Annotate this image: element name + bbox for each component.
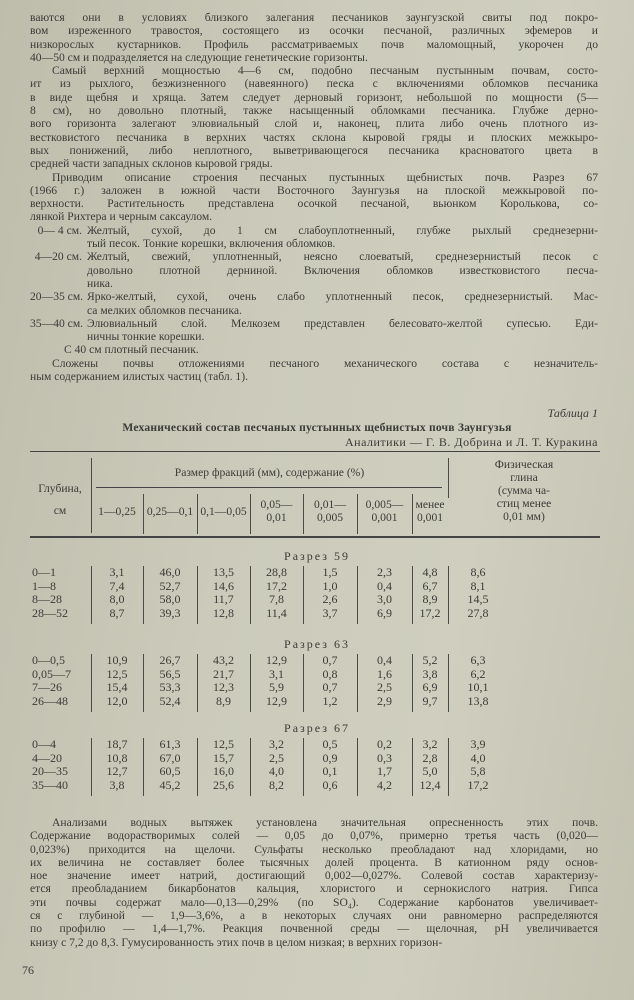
fraction-header-cell: 1—0,25 xyxy=(98,505,136,518)
value-cell: 2,3 xyxy=(377,565,392,579)
text-line: вых понижений, либо неплотного, выветривающегося песчаника красноватого цвета в xyxy=(30,143,598,157)
value-cell: 10,8 xyxy=(106,750,128,765)
value-cell: 21,7 xyxy=(213,666,234,681)
value-cell: 17,2 xyxy=(467,777,489,792)
table-rule xyxy=(96,487,442,488)
text-line: в виде щебня и хряща. Затем следует дерновый горизонт, небольшой по мощности (5— xyxy=(30,90,598,104)
horizon-depth: 20—35 см. xyxy=(30,290,84,304)
value-cell: 3,7 xyxy=(322,605,338,620)
table-row xyxy=(0,779,634,792)
value-cell: 17,2 xyxy=(419,605,441,620)
text-line: Содержание водорастворимых солей — 0,05 до 0,07%, примерно третья часть (0,020— xyxy=(30,829,598,843)
value-cell: 53,3 xyxy=(159,680,181,694)
value-cell: 11,4 xyxy=(266,605,287,620)
value-cell: 6,7 xyxy=(422,578,438,593)
value-cell: 8,1 xyxy=(470,578,486,593)
text-line: Самый верхний мощностью 4—6 см, подобно песчаным пустынным почвам, состо- xyxy=(52,64,598,78)
table-analysts: Аналитики — Г. В. Добрина и Л. Т. Куракина xyxy=(344,435,598,449)
text-line: ничны тонкие корешки. xyxy=(87,330,205,344)
value-cell: 0,6 xyxy=(322,777,338,792)
value-cell: 8,2 xyxy=(269,777,284,792)
table-row xyxy=(0,668,634,681)
value-cell: 14,6 xyxy=(213,578,234,593)
value-cell: 6,3 xyxy=(470,653,486,667)
value-cell: 10,9 xyxy=(106,653,128,667)
horizon-description xyxy=(87,290,598,317)
text-line: са мелких обломков песчаника. xyxy=(87,303,242,317)
text-line: вестковистого песчаника в верхних частях склона кыровой гряды и плоских межкыро- xyxy=(30,130,598,144)
value-cell: 16,0 xyxy=(213,764,234,778)
horizon-depth: 0— 4 см. xyxy=(37,223,82,237)
table-row xyxy=(0,681,634,694)
depth-cell: 20—35 xyxy=(32,764,68,778)
table-rule xyxy=(30,451,600,452)
value-cell: 12,5 xyxy=(106,666,128,681)
depth-cell: 1—8 xyxy=(32,578,56,593)
value-cell: 45,2 xyxy=(159,777,181,792)
value-cell: 0,1 xyxy=(322,764,338,778)
value-cell: 0,5 xyxy=(322,737,338,751)
text-line: Ярко-желтый, сухой, очень слабо уплотненный песок, среднезернистый. Мас- xyxy=(87,290,598,304)
table-row xyxy=(0,738,634,751)
value-cell: 9,7 xyxy=(422,693,438,708)
table-row xyxy=(0,566,634,579)
value-cell: 12,9 xyxy=(266,693,287,708)
value-cell: 4,0 xyxy=(470,750,486,765)
intro-text xyxy=(30,11,598,383)
text-line: тый песок. Тонкие корешки, включения обломков. xyxy=(87,237,336,251)
table-row xyxy=(0,695,634,708)
header-text: стиц менее xyxy=(496,497,552,510)
value-cell: 4,2 xyxy=(377,777,392,792)
value-cell: 56,5 xyxy=(159,666,181,681)
table-rule xyxy=(30,536,600,538)
value-cell: 8,9 xyxy=(216,693,231,708)
value-cell: 3,8 xyxy=(422,666,438,681)
value-cell: 0,8 xyxy=(322,666,338,681)
fraction-header: Размер фракций (мм), содержание (%) xyxy=(174,466,365,479)
text-line: Желтый, свежий, уплотненный, неясно слоеватый, среднезернистый песок с xyxy=(87,250,598,264)
text-line: низкорослых кустарников. Профиль рассматриваемых почв маломощный, укорочен до xyxy=(30,37,598,51)
value-cell: 67,0 xyxy=(159,750,181,765)
value-cell: 2,5 xyxy=(377,680,392,694)
value-cell: 2,9 xyxy=(377,693,392,708)
value-cell: 7,4 xyxy=(109,578,125,593)
value-cell: 25,6 xyxy=(213,777,234,792)
text-line: лянкой Рихтера и черным саксаулом. xyxy=(30,210,213,224)
depth-cell: 0—0,5 xyxy=(32,653,65,667)
value-cell: 5,8 xyxy=(470,764,486,778)
value-cell: 26,7 xyxy=(159,653,181,667)
text-line: Желтый, сухой, до 1 см слабоуплотненный, глубже рыхлый среднезерни- xyxy=(87,223,598,237)
text-line: средней части западных склонов кыровой гряды. xyxy=(30,157,273,171)
table-row xyxy=(0,580,634,593)
value-cell: 61,3 xyxy=(159,737,181,751)
value-cell: 12,0 xyxy=(106,693,128,708)
text-line: (1966 г.) заложен в южной части Восточного Заунгузья на плоской межкыровой по- xyxy=(30,183,598,197)
table-row xyxy=(0,654,634,667)
text-line: эти почвы содержат мало—0,13—0,29% (по SO₄). Содержание карбонатов увеличивает- xyxy=(30,895,598,909)
text-line: ника. xyxy=(87,276,113,290)
text-line: Приводим описание строения песчаных пустынных щебнистых почв. Разрез 67 xyxy=(52,170,598,184)
text-line: С 40 см плотный песчаник. xyxy=(64,343,199,357)
value-cell: 0,7 xyxy=(322,653,338,667)
value-cell: 8,9 xyxy=(422,592,438,606)
value-cell: 0,7 xyxy=(322,680,338,694)
table-number: Таблица 1 xyxy=(547,406,598,420)
table-row xyxy=(0,765,634,778)
value-cell: 12,5 xyxy=(213,737,234,751)
text-line: ит из рыхлого, безжизненного (навеянного) песка с включениями обломков песчаника xyxy=(30,77,598,91)
value-cell: 0,3 xyxy=(377,750,392,765)
value-cell: 12,9 xyxy=(266,653,287,667)
depth-cell: 0—1 xyxy=(32,565,56,579)
value-cell: 1,5 xyxy=(322,565,338,579)
value-cell: 58,0 xyxy=(159,592,181,606)
value-cell: 8,6 xyxy=(470,565,486,579)
value-cell: 60,5 xyxy=(159,764,181,778)
text-line: их величина не составляет более тысячных долей процента. В катионном ряду основ- xyxy=(30,855,598,869)
text-line: книзу с 7,2 до 8,3. Гумусированность этих почв в целом низкая; в верхних горизон- xyxy=(30,935,443,949)
value-cell: 18,7 xyxy=(106,737,128,751)
value-cell: 6,2 xyxy=(470,666,486,681)
text-line: 8 см), но довольно плотный, также насыщенный обломками песчаника. Глубже дерно- xyxy=(30,104,598,118)
depth-cell: 7—26 xyxy=(32,680,62,694)
depth-cell: 0—4 xyxy=(32,737,56,751)
value-cell: 0,9 xyxy=(322,750,338,765)
horizon-description xyxy=(87,250,598,290)
depth-cell: 4—20 xyxy=(32,750,62,765)
value-cell: 3,9 xyxy=(470,737,486,751)
header-text: (сумма ча- xyxy=(498,484,550,497)
value-cell: 10,1 xyxy=(467,680,489,694)
value-cell: 14,5 xyxy=(467,592,489,606)
value-cell: 43,2 xyxy=(213,653,234,667)
value-cell: 3,8 xyxy=(109,777,125,792)
depth-cell: 35—40 xyxy=(32,777,68,792)
value-cell: 15,4 xyxy=(106,680,128,694)
value-cell: 0,4 xyxy=(377,578,392,593)
value-cell: 52,4 xyxy=(159,693,181,708)
depth-cell: 26—48 xyxy=(32,693,68,708)
value-cell: 1,2 xyxy=(322,693,338,708)
header-text: глина xyxy=(510,471,538,484)
header-text: см xyxy=(53,504,67,517)
horizon-entry xyxy=(30,290,598,317)
text-line: Анализами водных вытяжек установлена значительная опресненность этих почв. xyxy=(52,816,598,829)
value-cell: 39,3 xyxy=(159,605,181,620)
text-line: вого горизонта залегают элювиальный слой и, наконец, плита либо очень плотного из- xyxy=(30,117,598,131)
fraction-header-cell: 0,01— 0,005 xyxy=(314,498,346,524)
value-cell: 17,2 xyxy=(266,578,287,593)
value-cell: 3,1 xyxy=(269,666,284,681)
value-cell: 13,5 xyxy=(213,565,234,579)
value-cell: 6,9 xyxy=(422,680,438,694)
value-cell: 3,1 xyxy=(109,565,125,579)
fraction-header-cell: 0,05— 0,01 xyxy=(260,498,293,524)
text-line: ным содержанием илистых частиц (табл. 1). xyxy=(30,370,248,384)
value-cell: 5,2 xyxy=(422,653,438,667)
value-cell: 2,5 xyxy=(269,750,284,765)
value-cell: 5,0 xyxy=(422,764,438,778)
value-cell: 4,8 xyxy=(422,565,438,579)
clay-header xyxy=(448,458,600,523)
value-cell: 52,7 xyxy=(159,578,181,593)
value-cell: 28,8 xyxy=(266,565,287,579)
value-cell: 12,4 xyxy=(419,777,441,792)
value-cell: 1,0 xyxy=(322,578,338,593)
horizon-depth: 35—40 см. xyxy=(30,316,84,330)
depth-cell: 28—52 xyxy=(32,605,68,620)
value-cell: 3,2 xyxy=(422,737,438,751)
horizon-depth: 4—20 см. xyxy=(34,250,82,264)
value-cell: 12,3 xyxy=(213,680,234,694)
header-text: Физическая xyxy=(494,458,554,471)
text-line: довольно плотной дерниной. Включения обломков известковистого песча- xyxy=(87,263,598,277)
horizon-description xyxy=(87,224,598,251)
header-text: Глубина, xyxy=(38,482,82,495)
value-cell: 3,2 xyxy=(269,737,284,751)
text-line: ется преобладанием бикарбонатов кальция, хлористого и сернокислого натрия. Гипса xyxy=(30,882,598,896)
text-line: ся с глубиной — 1,9—3,6%, а в некоторых случаях они равномерно распределяются xyxy=(30,909,598,923)
horizon-description xyxy=(87,317,598,344)
value-cell: 0,2 xyxy=(377,737,392,751)
text-line: ваются они в условиях близкого залегания песчаников заунгузской свиты под покро- xyxy=(30,11,598,24)
value-cell: 5,9 xyxy=(269,680,284,694)
value-cell: 1,7 xyxy=(377,764,392,778)
text-line: Элювиальный слой. Мелкозем представлен белесовато-желтой супесью. Еди- xyxy=(87,316,598,330)
value-cell: 3,0 xyxy=(377,592,392,606)
value-cell: 2,6 xyxy=(322,592,338,606)
value-cell: 0,4 xyxy=(377,653,392,667)
value-cell: 13,8 xyxy=(467,693,489,708)
text-line: верхности. Растительность представлена осочкой песчаной, вьюнком Королькова, со- xyxy=(30,197,598,211)
value-cell: 12,7 xyxy=(106,764,128,778)
text-line: ное значение имеет натрий, достигающий 0,002—0,027%. Солевой состав характеризу- xyxy=(30,869,598,883)
page-number: 76 xyxy=(22,963,34,977)
header-text: 0,01 мм) xyxy=(503,510,545,523)
value-cell: 27,8 xyxy=(467,605,489,620)
text-line: Сложены почвы отложениями песчаного механического состава с незначитель- xyxy=(52,356,598,370)
fraction-header-cell: менее 0,001 xyxy=(415,498,445,524)
table-title: Механический состав песчаных пустынных щебнистых почв Заунгузья xyxy=(122,421,512,434)
depth-cell: 0,05—7 xyxy=(32,666,71,681)
table-row xyxy=(0,593,634,606)
depth-cell: 8—28 xyxy=(32,592,62,606)
text-line: по профилю — 1,4—1,7%. Реакция почвенной среды — щелочная, pH увеличивается xyxy=(30,922,598,936)
value-cell: 8,0 xyxy=(109,592,125,606)
text-line: вом изреженного травостоя, состоящего из осочки песчаной, различных эфемеров и xyxy=(30,24,598,38)
value-cell: 11,7 xyxy=(213,592,234,606)
value-cell: 46,0 xyxy=(159,565,181,579)
horizon-entry xyxy=(30,250,598,290)
section-title: Разрез 59 xyxy=(284,549,350,563)
value-cell: 8,7 xyxy=(109,605,125,620)
horizon-entry xyxy=(30,224,598,251)
section-title: Разрез 67 xyxy=(284,721,350,735)
value-cell: 1,6 xyxy=(377,666,392,681)
value-cell: 7,8 xyxy=(269,592,284,606)
text-line: 40—50 см и подразделяется на следующие генетические горизонты. xyxy=(30,50,368,64)
outro-text xyxy=(30,816,598,949)
horizon-entry xyxy=(30,317,598,344)
value-cell: 15,7 xyxy=(213,750,234,765)
value-cell: 6,9 xyxy=(377,605,392,620)
table-row xyxy=(0,752,634,765)
text-line: 0,023%) приходится на щелочи. Сульфаты несколько преобладают над хлоридами, но xyxy=(30,842,598,856)
section-title: Разрез 63 xyxy=(284,637,350,651)
fraction-header-cell: 0,005— 0,001 xyxy=(365,498,404,524)
depth-header xyxy=(30,478,90,522)
table-row xyxy=(0,607,634,620)
fraction-header-cell: 0,1—0,05 xyxy=(200,505,247,518)
value-cell: 12,8 xyxy=(213,605,234,620)
value-cell: 2,8 xyxy=(422,750,438,765)
value-cell: 4,0 xyxy=(269,764,284,778)
fraction-header-cell: 0,25—0,1 xyxy=(146,505,194,518)
